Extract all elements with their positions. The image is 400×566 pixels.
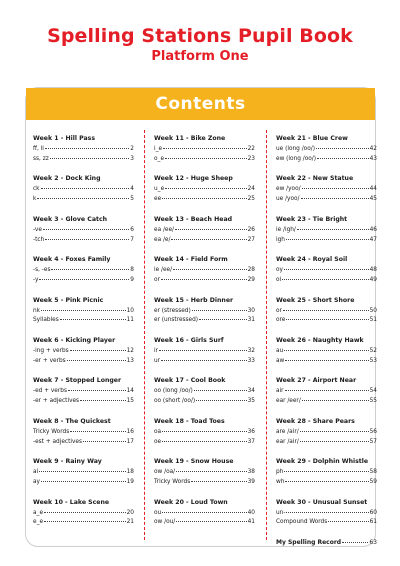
entry-label: ou	[154, 509, 162, 516]
entry-label: -er + verbs	[33, 357, 66, 364]
dot-leader	[162, 507, 246, 513]
dot-leader	[43, 224, 129, 230]
contents-week	[33, 296, 134, 336]
entry-label: igh	[276, 236, 285, 243]
contents-entry[interactable]	[154, 194, 255, 204]
entry-label: aw	[276, 357, 285, 364]
contents-entry[interactable]	[33, 477, 134, 487]
entry-label: oo (long /oo/)	[154, 388, 193, 395]
page-number: 59	[369, 478, 377, 485]
week-title: Week 20 - Loud Town	[154, 498, 228, 506]
dot-leader	[286, 314, 368, 320]
entry-label: ew (long /oo/)	[276, 155, 317, 162]
entry-label: e_e	[33, 519, 44, 526]
week-title: Week 12 - Huge Sheep	[154, 175, 233, 183]
dot-leader	[192, 305, 247, 311]
entry-label: ie /ee/	[154, 267, 173, 274]
contents-week	[276, 457, 377, 497]
dot-leader	[283, 305, 369, 311]
page-number: 3	[130, 155, 134, 162]
week-title: Week 13 - Beach Head	[154, 215, 233, 223]
entry-label: o_e	[154, 155, 165, 162]
dot-leader	[165, 183, 246, 189]
week-title: Week 17 - Cool Book	[154, 377, 226, 385]
week-title: Week 27 - Airport Near	[276, 377, 357, 385]
dot-leader	[317, 153, 369, 159]
contents-week	[276, 336, 377, 376]
page-number: 46	[369, 226, 377, 233]
entry-label: er (stressed)	[154, 307, 191, 314]
page-number: 20	[126, 509, 134, 516]
contents-week	[33, 336, 134, 376]
dot-leader	[45, 143, 129, 149]
contents-week	[33, 174, 134, 214]
dot-leader	[300, 426, 369, 432]
entry-label: ear /eer/	[276, 398, 301, 405]
dot-leader	[199, 314, 247, 320]
entry-label: nk	[33, 307, 41, 314]
entry-label: ee	[154, 196, 162, 203]
contents-week	[33, 498, 134, 538]
contents-entry[interactable]	[154, 517, 255, 527]
contents-entry[interactable]	[33, 356, 134, 366]
page-number: 54	[369, 388, 377, 395]
week-title: Week 3 - Glove Catch	[33, 215, 108, 223]
spelling-record-entry[interactable]	[276, 538, 377, 548]
entry-label: u_e	[154, 186, 165, 193]
dot-leader	[286, 234, 369, 240]
entry-label: er (unstressed)	[154, 317, 199, 324]
contents-week	[276, 134, 377, 174]
book-subtitle: Platform One	[151, 49, 249, 64]
entry-label: ea /e/	[154, 236, 171, 243]
week-title: Week 4 - Foxes Family	[33, 256, 111, 264]
entry-label: -ve	[33, 226, 42, 233]
dot-leader	[44, 507, 126, 513]
dot-leader	[45, 234, 129, 240]
dot-leader	[60, 314, 126, 320]
page-number: 6	[130, 226, 134, 233]
page-number: 15	[126, 398, 134, 405]
week-title: Week 10 - Lake Scene	[33, 498, 110, 506]
dot-leader	[41, 183, 130, 189]
page-number: 35	[247, 398, 255, 405]
page-number: 58	[369, 469, 377, 476]
contents-entry[interactable]	[276, 315, 377, 325]
page-number: 17	[126, 438, 134, 445]
contents-column-3	[276, 134, 377, 548]
entry-label: i_e	[154, 146, 163, 152]
entry-label: ie /igh/	[276, 226, 296, 233]
page-number: 55	[369, 398, 377, 405]
entry-label: ir	[154, 347, 158, 354]
page-number: 44	[369, 186, 377, 193]
contents-week	[154, 376, 255, 416]
dot-leader	[196, 395, 246, 401]
entry-label: are /air/	[276, 428, 299, 435]
entry-label: Compound Words	[276, 519, 328, 526]
entry-label: k	[33, 196, 37, 203]
dot-leader	[285, 385, 369, 391]
page-number: 36	[247, 428, 255, 435]
dot-leader	[300, 436, 369, 442]
dot-leader	[302, 395, 369, 401]
entry-label: ow /ou/	[154, 519, 176, 526]
contents-week	[154, 296, 255, 336]
dot-leader	[44, 516, 126, 522]
page-number: 47	[369, 236, 377, 243]
contents-entry[interactable]	[154, 437, 255, 447]
dot-leader	[176, 466, 246, 472]
dot-leader	[165, 153, 247, 159]
page-number: 34	[247, 388, 255, 395]
page-number: 40	[247, 509, 255, 516]
page-number: 48	[369, 267, 377, 274]
contents-entry[interactable]	[33, 275, 134, 285]
dot-leader	[284, 345, 368, 351]
contents-entry[interactable]	[154, 356, 255, 366]
page-number: 38	[247, 469, 255, 476]
page-number: 28	[247, 267, 255, 274]
week-title: Week 25 - Short Shore	[276, 296, 355, 304]
contents-week	[154, 215, 255, 255]
entry-label: Tricky Words	[33, 428, 70, 435]
contents-week	[276, 174, 377, 214]
entry-label: ay	[33, 478, 40, 485]
week-title: Week 22 - New Statue	[276, 175, 354, 183]
contents-entry[interactable]	[276, 154, 377, 164]
entry-label: ow /oa/	[154, 469, 176, 476]
page-number: 45	[369, 196, 377, 203]
page-number: 16	[126, 428, 134, 435]
week-title: Week 9 - Rainy Way	[33, 458, 102, 466]
week-title: Week 23 - Tie Bright	[276, 215, 348, 223]
week-title: Week 2 - Dock King	[33, 175, 101, 183]
contents-week	[276, 215, 377, 255]
dot-leader	[171, 234, 246, 240]
entry-label: oi	[276, 276, 282, 283]
entry-label: air	[276, 388, 284, 395]
dot-leader	[328, 516, 368, 522]
page-number: 10	[126, 307, 134, 314]
week-title: Week 28 - Share Pears	[276, 417, 355, 425]
page-number: 26	[247, 226, 255, 233]
page-number: 24	[247, 186, 255, 193]
contents-column-2	[154, 134, 255, 538]
page-number: 50	[369, 307, 377, 314]
page-number: 2	[130, 146, 134, 152]
contents-entry[interactable]	[33, 396, 134, 406]
week-title: Week 6 - Kicking Player	[33, 336, 116, 344]
contents-week	[33, 376, 134, 416]
page-number: 9	[130, 276, 134, 283]
dot-leader	[80, 395, 126, 401]
dot-leader	[70, 345, 126, 351]
contents-entry[interactable]	[33, 154, 134, 164]
week-title: Week 18 - Toad Toes	[154, 417, 225, 425]
dot-leader	[68, 385, 126, 391]
entry-label: -y	[33, 276, 39, 283]
column-divider	[144, 130, 145, 540]
dot-leader	[41, 476, 126, 482]
contents-week	[154, 255, 255, 295]
page-number: 13	[126, 357, 134, 364]
contents-week	[154, 457, 255, 497]
page-number: 14	[126, 388, 134, 395]
contents-heading: Contents	[155, 94, 246, 114]
entry-label: ss, zz	[33, 155, 49, 162]
page-number: 51	[369, 317, 377, 324]
dot-leader	[302, 183, 369, 189]
page-number: 23	[247, 155, 255, 162]
contents-entry[interactable]	[276, 235, 377, 245]
dot-leader	[159, 345, 247, 351]
entry-label: -tch	[33, 236, 45, 243]
entry-label: ph	[276, 469, 284, 476]
dot-leader	[37, 193, 129, 199]
entry-label: -ed + verbs	[33, 388, 67, 395]
dot-leader	[194, 385, 247, 391]
dot-leader	[301, 193, 369, 199]
contents-column-1	[33, 134, 134, 538]
entry-label: au	[276, 347, 284, 354]
entry-label: -s, -es	[33, 267, 51, 274]
contents-week	[276, 417, 377, 457]
contents-week	[154, 498, 255, 538]
page-number: 21	[126, 519, 134, 526]
contents-week	[33, 457, 134, 497]
entry-label: ue (long /oo/)	[276, 146, 315, 152]
contents-week	[33, 215, 134, 255]
dot-leader	[50, 153, 129, 159]
page-number: 31	[247, 317, 255, 324]
entry-label: or	[276, 307, 282, 314]
dot-leader	[285, 476, 368, 482]
dot-leader	[41, 305, 126, 311]
week-title: Week 14 - Field Form	[154, 256, 228, 264]
contents-entry[interactable]	[276, 477, 377, 487]
contents-entry[interactable]	[33, 315, 134, 325]
dot-leader	[284, 466, 368, 472]
week-title: Week 30 - Unusual Sunset	[276, 498, 368, 506]
page-number: 32	[247, 347, 255, 354]
page-number: 8	[130, 267, 134, 274]
contents-week	[154, 134, 255, 174]
dot-leader	[39, 274, 129, 280]
page-number: 53	[369, 357, 377, 364]
contents-entry[interactable]	[33, 437, 134, 447]
page-number: 60	[369, 509, 377, 516]
entry-label: ur	[154, 357, 161, 364]
entry-label: Tricky Words	[154, 478, 191, 485]
entry-label: ck	[33, 186, 40, 193]
dot-leader	[163, 143, 247, 149]
week-title: Week 24 - Royal Soil	[276, 256, 348, 264]
page-number: 5	[130, 196, 134, 203]
page-number: 52	[369, 347, 377, 354]
record-label: My Spelling Record	[276, 538, 342, 546]
page-number: 22	[247, 146, 255, 152]
page-number: 49	[369, 276, 377, 283]
week-title: Week 19 - Snow House	[154, 458, 234, 466]
entry-label: -est + adjectives	[33, 438, 82, 445]
week-title: Week 8 - The Quickest	[33, 417, 111, 425]
dot-leader	[83, 436, 126, 442]
page-number: 30	[247, 307, 255, 314]
dot-leader	[282, 274, 368, 280]
dot-leader	[161, 355, 247, 361]
contents-week	[33, 255, 134, 295]
entry-label: -ing + verbs	[33, 347, 69, 354]
entry-label: un-	[276, 509, 286, 516]
dot-leader	[51, 264, 129, 270]
dot-leader	[285, 355, 368, 361]
week-title: Week 29 - Dolphin Whistle	[276, 458, 369, 466]
contents-entry[interactable]	[154, 396, 255, 406]
contents-entry[interactable]	[154, 477, 255, 487]
contents-week	[33, 417, 134, 457]
entry-label: ff, ll	[33, 146, 44, 152]
contents-entry[interactable]	[154, 275, 255, 285]
dot-leader	[176, 516, 246, 522]
dot-leader	[67, 355, 126, 361]
entry-label: oo (short /oo/)	[154, 398, 196, 405]
contents-entry[interactable]	[33, 194, 134, 204]
page-number: 37	[247, 438, 255, 445]
contents-entry[interactable]	[154, 235, 255, 245]
page-number: 7	[130, 236, 134, 243]
dot-leader	[286, 507, 368, 513]
page-number: 11	[126, 317, 134, 324]
contents-entry[interactable]	[33, 235, 134, 245]
entry-label: or	[154, 276, 160, 283]
page-number: 19	[126, 478, 134, 485]
dot-leader	[70, 426, 125, 432]
contents-week	[154, 417, 255, 457]
page-number: 29	[247, 276, 255, 283]
page-number: 33	[247, 357, 255, 364]
entry-label: ue /yoo/	[276, 196, 300, 203]
entry-label: a_e	[33, 509, 44, 516]
page-number: 43	[369, 155, 377, 162]
dot-leader	[39, 466, 125, 472]
contents-entry[interactable]	[276, 396, 377, 406]
contents-entry[interactable]	[276, 275, 377, 285]
contents-entry[interactable]	[154, 315, 255, 325]
contents-card	[25, 87, 376, 547]
dot-leader	[173, 264, 247, 270]
week-title: Week 11 - Bike Zone	[154, 135, 226, 142]
dot-leader	[161, 274, 247, 280]
dot-leader	[342, 537, 368, 543]
entry-label: oe	[154, 438, 162, 445]
contents-entry[interactable]	[276, 356, 377, 366]
contents-entry[interactable]	[154, 154, 255, 164]
entry-label: ai	[33, 469, 39, 476]
week-title: Week 26 - Naughty Hawk	[276, 336, 364, 344]
contents-entry[interactable]	[276, 437, 377, 447]
dot-leader	[162, 436, 246, 442]
dot-leader	[162, 193, 246, 199]
entry-label: wh	[276, 478, 285, 485]
entry-label: Syllables	[33, 317, 59, 324]
entry-label: ea /ee/	[154, 226, 175, 233]
week-title: Week 5 - Pink Picnic	[33, 296, 104, 304]
page-number: 25	[247, 196, 255, 203]
contents-week	[276, 255, 377, 295]
contents-entry[interactable]	[33, 517, 134, 527]
column-divider	[266, 130, 267, 540]
week-title: Week 15 - Herb Dinner	[154, 296, 234, 304]
entry-label: ew /yoo/	[276, 186, 301, 193]
contents-week	[154, 336, 255, 376]
entry-label: ear /air/	[276, 438, 299, 445]
dot-leader	[191, 476, 246, 482]
contents-week	[276, 296, 377, 336]
week-title: Week 21 - Blue Crew	[276, 135, 348, 142]
page-number: 61	[369, 519, 377, 526]
page-number: 56	[369, 428, 377, 435]
dot-leader	[284, 264, 369, 270]
week-title: Week 7 - Stopped Longer	[33, 377, 122, 385]
week-title: Week 16 - Girls Surf	[154, 336, 224, 344]
dot-leader	[162, 426, 247, 432]
entry-label: -er + adjectives	[33, 398, 80, 405]
contents-entry[interactable]	[276, 194, 377, 204]
page-number: 18	[126, 469, 134, 476]
page-number: 63	[369, 538, 377, 546]
week-title: Week 1 - Hill Pass	[33, 135, 96, 142]
page-number: 4	[130, 186, 134, 193]
contents-entry[interactable]	[276, 517, 377, 527]
contents-week	[154, 174, 255, 214]
contents-week	[33, 134, 134, 174]
page-number: 12	[126, 347, 134, 354]
page-number: 42	[369, 146, 377, 152]
dot-leader	[316, 143, 369, 149]
book-title: Spelling Stations Pupil Book	[47, 25, 353, 47]
page-number: 57	[369, 438, 377, 445]
page-number: 27	[247, 236, 255, 243]
page-number: 41	[247, 519, 255, 526]
entry-label: ore	[276, 317, 286, 324]
dot-leader	[297, 224, 369, 230]
entry-label: oa	[154, 428, 162, 435]
entry-label: oy	[276, 267, 283, 274]
contents-week	[276, 376, 377, 416]
contents-header	[26, 88, 375, 120]
dot-leader	[175, 224, 247, 230]
page-number: 39	[247, 478, 255, 485]
contents-week	[276, 498, 377, 538]
